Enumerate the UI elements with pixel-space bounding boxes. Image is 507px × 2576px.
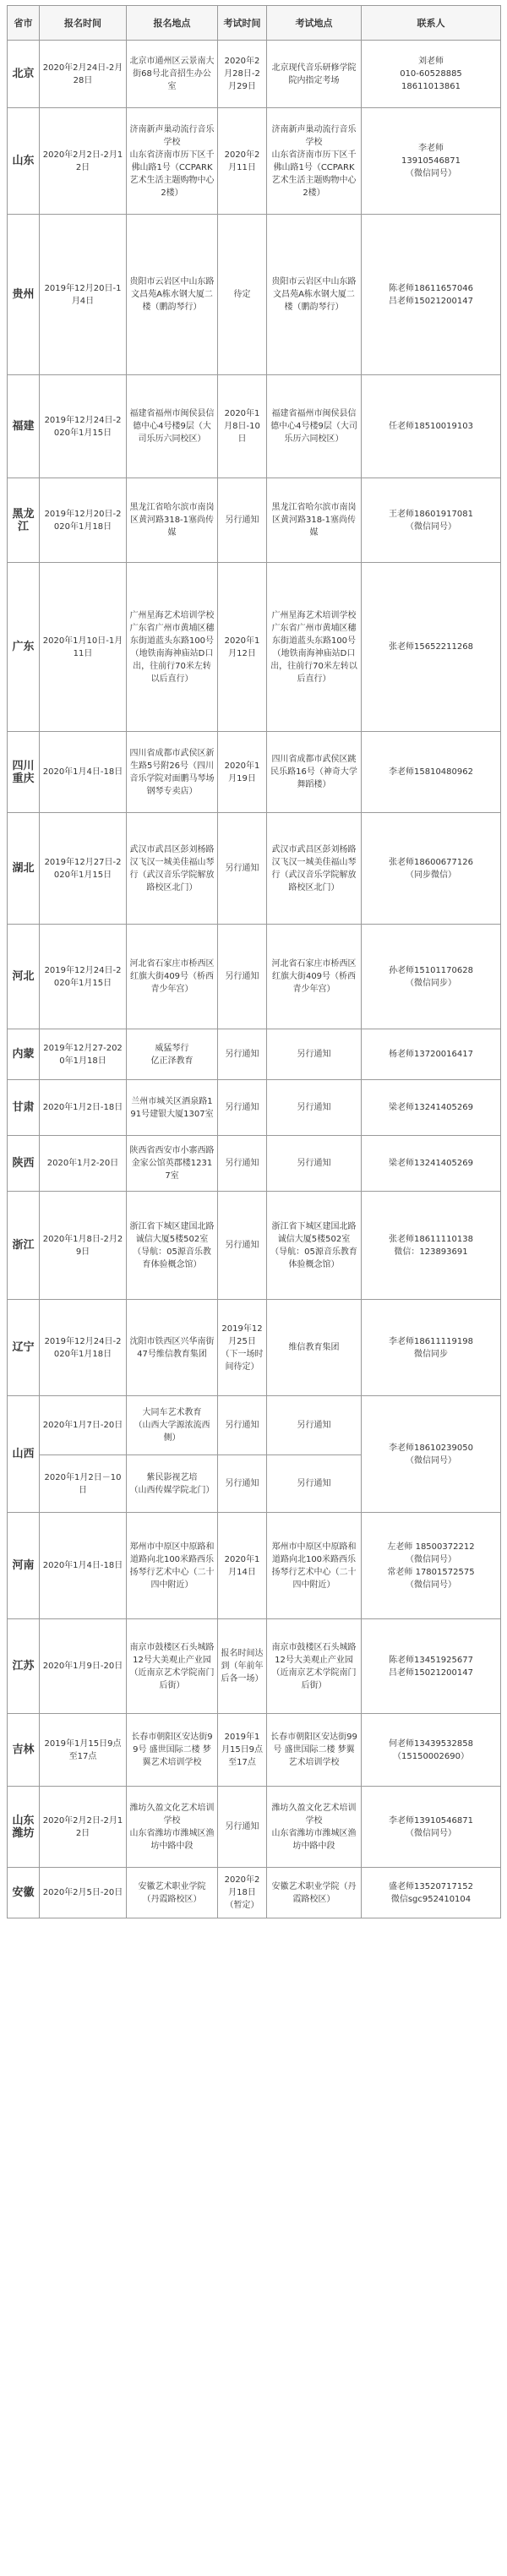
reg-time-cell: 2020年1月2日－10日 bbox=[40, 1455, 127, 1513]
reg-place-cell: 郑州市中原区中原路和道路向北100米路西乐扬琴行艺术中心（二十四中附近） bbox=[127, 1513, 218, 1619]
contact-cell: 王老师18601917081 （微信同号） bbox=[362, 478, 501, 563]
province-cell: 北京 bbox=[8, 41, 40, 108]
province-cell: 山东 潍坊 bbox=[8, 1787, 40, 1868]
exam-place-cell: 另行通知 bbox=[267, 1455, 362, 1513]
table-row bbox=[8, 925, 501, 1029]
exam-place-cell: 四川省成都市武侯区跳民乐路16号（神奇大学舞蹈楼） bbox=[267, 732, 362, 813]
exam-time-cell: 另行通知 bbox=[218, 478, 267, 563]
reg-time-cell: 2020年1月4日-18日 bbox=[40, 732, 127, 813]
contact-cell: 何老师13439532858 （15150002690） bbox=[362, 1714, 501, 1787]
col-header-reg-place: 报名地点 bbox=[127, 6, 218, 41]
exam-place-cell: 浙江省下城区建国北路诚信大厦5楼502室（导航：05源音乐教育体验概念馆） bbox=[267, 1192, 362, 1300]
exam-time-cell: 2020年1月8日-10日 bbox=[218, 375, 267, 478]
contact-cell: 刘老师 010-60528885 18611013861 bbox=[362, 41, 501, 108]
province-cell: 浙江 bbox=[8, 1192, 40, 1300]
exam-time-cell: 另行通知 bbox=[218, 1080, 267, 1136]
exam-place-cell: 维信教育集团 bbox=[267, 1300, 362, 1396]
reg-place-cell: 北京市通州区云景南大街68号北音招生办公室 bbox=[127, 41, 218, 108]
province-cell: 陕西 bbox=[8, 1136, 40, 1192]
contact-cell: 任老师18510019103 bbox=[362, 375, 501, 478]
table-header-row bbox=[8, 6, 501, 41]
table-row bbox=[8, 41, 501, 108]
table-row bbox=[8, 1396, 501, 1455]
contact-cell: 陈老师13451925677 吕老师15021200147 bbox=[362, 1619, 501, 1714]
reg-place-cell: 武汉市武昌区彭刘杨路汉飞汉一城美佳福山琴行（武汉音乐学院解放路校区北门） bbox=[127, 813, 218, 925]
table-row bbox=[8, 215, 501, 375]
exam-place-cell: 另行通知 bbox=[267, 1080, 362, 1136]
contact-cell: 李老师15810480962 bbox=[362, 732, 501, 813]
reg-time-cell: 2020年2月2日-2月12日 bbox=[40, 108, 127, 215]
exam-time-cell: 2019年12月25日（下一场时间待定） bbox=[218, 1300, 267, 1396]
contact-cell: 梁老师13241405269 bbox=[362, 1080, 501, 1136]
reg-place-cell: 贵阳市云岩区中山东路文昌苑A栋水钢大厦二楼（鹏韵琴行） bbox=[127, 215, 218, 375]
contact-cell: 张老师15652211268 bbox=[362, 563, 501, 732]
reg-place-cell: 四川省成都市武侯区新生路5号附26号（四川音乐学院对面鹏马琴场钢琴专卖店） bbox=[127, 732, 218, 813]
contact-cell: 李老师18610239050 （微信同号） bbox=[362, 1396, 501, 1513]
province-cell: 河南 bbox=[8, 1513, 40, 1619]
contact-cell: 李老师13910546871 （微信同号） bbox=[362, 1787, 501, 1868]
province-cell: 广东 bbox=[8, 563, 40, 732]
reg-place-cell: 南京市鼓楼区石头城路12号大美观止产业园（近南京艺术学院南门后街） bbox=[127, 1619, 218, 1714]
contact-cell: 盛老师13520717152 微信sgc952410104 bbox=[362, 1868, 501, 1918]
province-cell: 甘肃 bbox=[8, 1080, 40, 1136]
table-row bbox=[8, 478, 501, 563]
province-cell: 黑龙江 bbox=[8, 478, 40, 563]
contact-cell: 梁老师13241405269 bbox=[362, 1136, 501, 1192]
exam-time-cell: 2020年2月28日-2月29日 bbox=[218, 41, 267, 108]
reg-place-cell: 威猛琴行 亿正泽教育 bbox=[127, 1029, 218, 1080]
reg-time-cell: 2020年1月7日-20日 bbox=[40, 1396, 127, 1455]
col-header-contact: 联系人 bbox=[362, 6, 501, 41]
province-cell: 山西 bbox=[8, 1396, 40, 1513]
exam-place-cell: 黑龙江省哈尔滨市南岗区黄河路318-1塞尚传媒 bbox=[267, 478, 362, 563]
table-row bbox=[8, 563, 501, 732]
exam-place-cell: 另行通知 bbox=[267, 1029, 362, 1080]
exam-time-cell: 2020年2月18日（暂定） bbox=[218, 1868, 267, 1918]
table-row bbox=[8, 1192, 501, 1300]
contact-cell: 张老师18600677126 （同步微信） bbox=[362, 813, 501, 925]
reg-time-cell: 2019年12月24日-2020年1月18日 bbox=[40, 1300, 127, 1396]
col-header-province: 省市 bbox=[8, 6, 40, 41]
reg-time-cell: 2019年12月20日-1月4日 bbox=[40, 215, 127, 375]
col-header-exam-place: 考试地点 bbox=[267, 6, 362, 41]
exam-time-cell: 另行通知 bbox=[218, 813, 267, 925]
province-cell: 安徽 bbox=[8, 1868, 40, 1918]
exam-schedule-table bbox=[7, 5, 501, 1918]
exam-time-cell: 另行通知 bbox=[218, 925, 267, 1029]
col-header-exam-time: 考试时间 bbox=[218, 6, 267, 41]
exam-time-cell: 另行通知 bbox=[218, 1192, 267, 1300]
exam-place-cell: 潍坊久盈文化艺术培训学校 山东省潍坊市潍城区渔坊中路中段 bbox=[267, 1787, 362, 1868]
exam-time-cell: 报名时间达到（年前年后各一场） bbox=[218, 1619, 267, 1714]
exam-place-cell: 贵阳市云岩区中山东路文昌苑A栋水钢大厦二楼（鹏韵琴行） bbox=[267, 215, 362, 375]
table-row bbox=[8, 1300, 501, 1396]
province-cell: 湖北 bbox=[8, 813, 40, 925]
table-row bbox=[8, 732, 501, 813]
reg-time-cell: 2020年1月8日-2月29日 bbox=[40, 1192, 127, 1300]
exam-time-cell: 另行通知 bbox=[218, 1396, 267, 1455]
exam-time-cell: 另行通知 bbox=[218, 1136, 267, 1192]
reg-time-cell: 2020年1月10日-1月11日 bbox=[40, 563, 127, 732]
exam-time-cell: 2020年1月19日 bbox=[218, 732, 267, 813]
col-header-reg-time: 报名时间 bbox=[40, 6, 127, 41]
reg-place-cell: 济南新声巢动流行音乐学校 山东省济南市历下区千佛山路1号（CCPARK艺术生活主题购物中心2楼） bbox=[127, 108, 218, 215]
exam-place-cell: 长春市朝阳区安达街99号 盛世国际二楼 梦翼艺术培训学校 bbox=[267, 1714, 362, 1787]
exam-time-cell: 2019年1月15日9点至17点 bbox=[218, 1714, 267, 1787]
reg-place-cell: 紫民影视艺培 （山西传媒学院北门） bbox=[127, 1455, 218, 1513]
province-cell: 福建 bbox=[8, 375, 40, 478]
province-cell: 贵州 bbox=[8, 215, 40, 375]
exam-place-cell: 南京市鼓楼区石头城路12号大美观止产业园（近南京艺术学院南门后街） bbox=[267, 1619, 362, 1714]
reg-place-cell: 浙江省下城区建国北路诚信大厦5楼502室（导航：05源音乐教育体验概念馆） bbox=[127, 1192, 218, 1300]
contact-cell: 左老师 18500372212 （微信同号） 常老师 17801572575 （微信同号） bbox=[362, 1513, 501, 1619]
table-row bbox=[8, 813, 501, 925]
exam-place-cell: 广州星海艺术培训学校 广东省广州市黄埔区穗东街道蓝头东路100号（地铁南海神庙站D口出，往前行70米左转以后直行） bbox=[267, 563, 362, 732]
province-cell: 江苏 bbox=[8, 1619, 40, 1714]
contact-cell: 杨老师13720016417 bbox=[362, 1029, 501, 1080]
reg-place-cell: 陕西省西安市小寨西路金家公馆英郡楼12317室 bbox=[127, 1136, 218, 1192]
reg-time-cell: 2020年1月9日-20日 bbox=[40, 1619, 127, 1714]
province-cell: 河北 bbox=[8, 925, 40, 1029]
reg-time-cell: 2020年2月5日-20日 bbox=[40, 1868, 127, 1918]
contact-cell: 孙老师15101170628 （微信同步） bbox=[362, 925, 501, 1029]
table-row bbox=[8, 1868, 501, 1918]
province-cell: 山东 bbox=[8, 108, 40, 215]
table-row bbox=[8, 1136, 501, 1192]
province-cell: 四川 重庆 bbox=[8, 732, 40, 813]
reg-time-cell: 2019年12月27-2020年1月18日 bbox=[40, 1029, 127, 1080]
reg-time-cell: 2019年12月24日-2020年1月15日 bbox=[40, 925, 127, 1029]
table-row bbox=[8, 1714, 501, 1787]
reg-time-cell: 2019年12月24日-2020年1月15日 bbox=[40, 375, 127, 478]
reg-place-cell: 福建省福州市闽侯县信德中心4号楼9层（大司乐历六同校区） bbox=[127, 375, 218, 478]
exam-time-cell: 另行通知 bbox=[218, 1029, 267, 1080]
exam-time-cell: 待定 bbox=[218, 215, 267, 375]
reg-time-cell: 2019年12月27日-2020年1月15日 bbox=[40, 813, 127, 925]
exam-place-cell: 福建省福州市闽侯县信德中心4号楼9层（大司乐历六同校区） bbox=[267, 375, 362, 478]
province-cell: 吉林 bbox=[8, 1714, 40, 1787]
contact-cell: 张老师18611110138 微信：123893691 bbox=[362, 1192, 501, 1300]
exam-place-cell: 河北省石家庄市桥西区红旗大街409号（桥西青少年宫） bbox=[267, 925, 362, 1029]
reg-place-cell: 广州星海艺术培训学校 广东省广州市黄埔区穗东街道蓝头东路100号（地铁南海神庙站D口出，往前行70米左转以后直行） bbox=[127, 563, 218, 732]
exam-time-cell: 2020年1月12日 bbox=[218, 563, 267, 732]
reg-place-cell: 沈阳市铁西区兴华南街47号维信教育集团 bbox=[127, 1300, 218, 1396]
table-row bbox=[8, 375, 501, 478]
reg-place-cell: 长春市朝阳区安达街99号 盛世国际二楼 梦翼艺术培训学校 bbox=[127, 1714, 218, 1787]
exam-time-cell: 另行通知 bbox=[218, 1455, 267, 1513]
reg-place-cell: 河北省石家庄市桥西区红旗大街409号（桥西青少年宫） bbox=[127, 925, 218, 1029]
reg-time-cell: 2020年1月4日-18日 bbox=[40, 1513, 127, 1619]
reg-time-cell: 2019年1月15日9点至17点 bbox=[40, 1714, 127, 1787]
province-cell: 内蒙 bbox=[8, 1029, 40, 1080]
table-row bbox=[8, 1619, 501, 1714]
exam-time-cell: 2020年2月11日 bbox=[218, 108, 267, 215]
exam-place-cell: 济南新声巢动流行音乐学校 山东省济南市历下区千佛山路1号（CCPARK艺术生活主题购物中心2楼） bbox=[267, 108, 362, 215]
reg-place-cell: 安徽艺术职业学院 （丹霞路校区） bbox=[127, 1868, 218, 1918]
exam-place-cell: 武汉市武昌区彭刘杨路汉飞汉一城美佳福山琴行（武汉音乐学院解放路校区北门） bbox=[267, 813, 362, 925]
reg-place-cell: 潍坊久盈文化艺术培训学校 山东省潍坊市潍城区渔坊中路中段 bbox=[127, 1787, 218, 1868]
exam-place-cell: 另行通知 bbox=[267, 1136, 362, 1192]
table-row bbox=[8, 108, 501, 215]
table-row bbox=[8, 1029, 501, 1080]
exam-place-cell: 北京现代音乐研修学院 院内指定考场 bbox=[267, 41, 362, 108]
reg-time-cell: 2020年1月2日-18日 bbox=[40, 1080, 127, 1136]
contact-cell: 李老师 13910546871 （微信同号） bbox=[362, 108, 501, 215]
exam-time-cell: 另行通知 bbox=[218, 1787, 267, 1868]
contact-cell: 陈老师18611657046 吕老师15021200147 bbox=[362, 215, 501, 375]
reg-place-cell: 大同车艺术教育 （山西大学源浓流西侧） bbox=[127, 1396, 218, 1455]
table-row bbox=[8, 1080, 501, 1136]
table-row bbox=[8, 1787, 501, 1868]
reg-time-cell: 2020年1月2-20日 bbox=[40, 1136, 127, 1192]
reg-time-cell: 2020年2月2日-2月12日 bbox=[40, 1787, 127, 1868]
exam-place-cell: 郑州市中原区中原路和道路向北100米路西乐扬琴行艺术中心（二十四中附近） bbox=[267, 1513, 362, 1619]
reg-time-cell: 2019年12月20日-2020年1月18日 bbox=[40, 478, 127, 563]
exam-place-cell: 安徽艺术职业学院（丹霞路校区） bbox=[267, 1868, 362, 1918]
province-cell: 辽宁 bbox=[8, 1300, 40, 1396]
reg-time-cell: 2020年2月24日-2月28日 bbox=[40, 41, 127, 108]
reg-place-cell: 黑龙江省哈尔滨市南岗区黄河路318-1塞尚传媒 bbox=[127, 478, 218, 563]
exam-place-cell: 另行通知 bbox=[267, 1396, 362, 1455]
exam-time-cell: 2020年1月14日 bbox=[218, 1513, 267, 1619]
reg-place-cell: 兰州市城关区酒泉路191号建银大厦1307室 bbox=[127, 1080, 218, 1136]
contact-cell: 李老师18611119198 微信同步 bbox=[362, 1300, 501, 1396]
table-row bbox=[8, 1513, 501, 1619]
